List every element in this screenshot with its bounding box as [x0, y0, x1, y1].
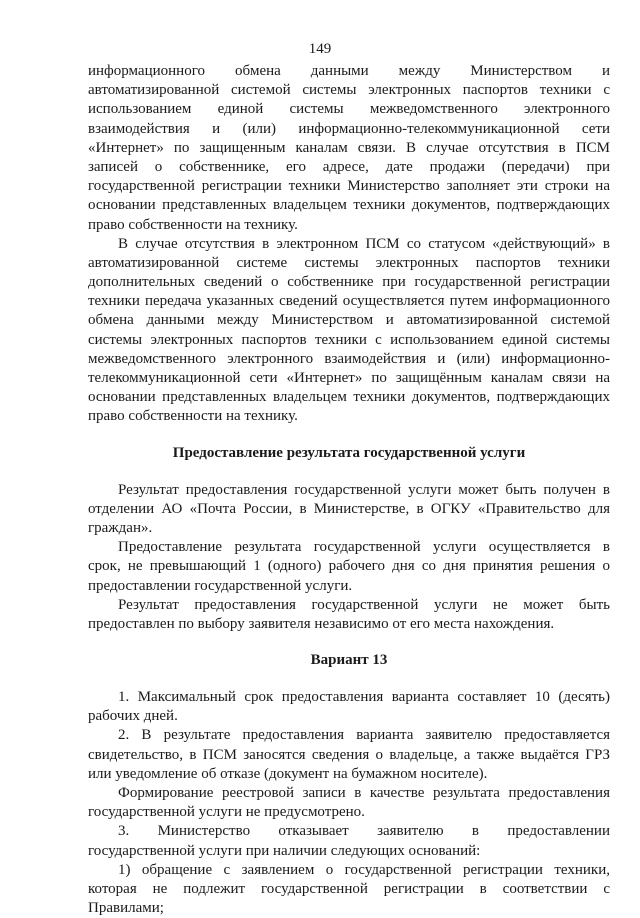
text-line: телекоммуникационной сети «Интернет» по защищённым каналам связи на — [88, 370, 610, 386]
text-line: 1. Максимальный срок предоставления варианта составляет 10 (десять) — [118, 689, 610, 706]
text-line: обмена данными между Министерством и автоматизированной системой — [88, 312, 610, 329]
text-line: Правилами; — [88, 900, 164, 917]
text-line: которая не подлежит государственной регистрации в соответствии с — [88, 880, 610, 897]
text-line: 1) обращение с заявлением о государственной регистрации техники, — [118, 861, 610, 878]
text-line: рабочих дней. — [88, 708, 178, 725]
text-line: Формирование реестровой записи в качестве результата предоставления — [118, 785, 610, 801]
text-line: граждан». — [88, 519, 153, 536]
text-line: записей о собственнике, его адресе, дате продажи (передачи) при — [88, 158, 610, 175]
document-body — [88, 62, 610, 918]
text-line: основании представленных владельцем техники документов, подтверждающих — [88, 197, 610, 214]
text-line: предоставлен по выбору заявителя независимо от его места нахождения. — [88, 615, 555, 632]
text-line: право собственности на технику. — [88, 216, 298, 233]
text-line: или уведомление об отказе (документ на бумажном носителе). — [88, 765, 488, 782]
text-line: системы электронных паспортов техники с использованием единой системы — [88, 331, 610, 348]
text-line: 2. В результате предоставления варианта заявителю предоставляется — [118, 727, 610, 744]
text-line: предоставлении государственной услуги. — [88, 577, 353, 594]
text-line: Предоставление результата государственной услуги осуществляется в — [118, 539, 610, 556]
text-line: свидетельство, в ПСМ заносятся сведения о владельце, а также выдаётся ГРЗ — [88, 746, 610, 763]
text-line: 3. Министерство отказывает заявителю в предоставлении — [118, 823, 610, 840]
page-number: 149 — [308, 41, 332, 57]
text-line: межведомственного электронного взаимодействия и (или) информационно- — [88, 350, 610, 367]
text-line: срок, не превышающий 1 (одного) рабочего дня со дня принятия решения о — [88, 558, 610, 575]
text-line: право собственности на технику. — [88, 408, 298, 425]
text-line: государственной регистрации техники Министерство заполняет эти строки на — [88, 178, 610, 195]
text-line: взаимодействия и (или) информационно-телекоммуникационной сети — [88, 120, 610, 137]
text-line: информационного обмена данными между Министерством и — [88, 63, 610, 79]
text-line: «Интернет» по защищенным каналам связи. В случае отсутствия в ПСМ — [88, 139, 610, 156]
text-line: использованием единой системы межведомственного электронного — [88, 101, 610, 118]
text-line: В случае отсутствия в электронном ПСМ со статусом «действующий» в — [118, 235, 610, 252]
variant-heading: Вариант 13 — [310, 652, 388, 669]
text-line: отделении АО «Почта России, в Министерстве, в ОГКУ «Правительство для — [88, 500, 610, 517]
text-line: Результат предоставления государственной услуги не может быть — [118, 596, 610, 613]
text-line: Результат предоставления государственной услуги может быть получен в — [118, 481, 610, 498]
text-line: дополнительных сведений о собственнике при государственной регистрации — [88, 274, 610, 291]
text-line: основании представленных владельцем техники документов, подтверждающих — [88, 389, 610, 406]
text-line: государственной услуги не предусмотрено. — [88, 804, 365, 821]
text-line: автоматизированной системе системы электронных паспортов техники — [88, 254, 610, 271]
text-line: техники передача указанных сведений осуществляется путем информационного — [88, 293, 610, 310]
text-line: государственной услуги при наличии следующих оснований: — [88, 842, 481, 859]
section-heading: Предоставление результата государственной услуги — [172, 444, 526, 461]
text-line: автоматизированной системой системы электронных паспортов техники с — [88, 82, 610, 99]
